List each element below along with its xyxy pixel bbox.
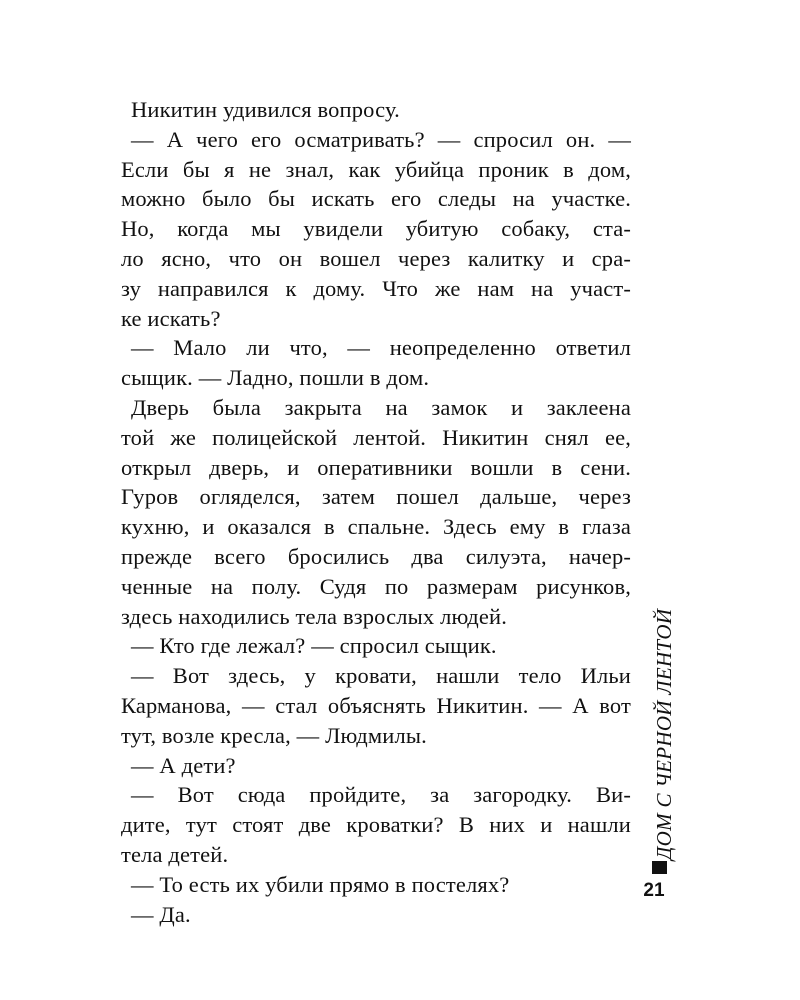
text-line: тела детей. [121, 841, 229, 867]
text-line: Если бы я не знал, как убийца проник в дом, [121, 156, 631, 182]
text-line: Дверь была закрыта на замок и заклеена [131, 394, 631, 420]
text-line: Гуров огляделся, затем пошел дальше, через [121, 484, 631, 510]
text-line: здесь находились тела взрослых людей. [121, 603, 507, 629]
text-line: ченные на полу. Судя по размерам рисунков, [121, 573, 631, 599]
text-line: ке искать? [121, 305, 221, 331]
page-number: 21 [643, 880, 665, 901]
text-line: зу направился к дому. Что же нам на участ- [121, 275, 631, 301]
text-line: — То есть их убили прямо в постелях? [131, 871, 510, 897]
text-line: прежде всего бросились два силуэта, начер- [121, 543, 631, 569]
square-marker-icon [652, 861, 667, 874]
text-line: — Кто где лежал? — спросил сыщик. [131, 633, 497, 659]
text-line: — Вот сюда пройдите, за загородку. Ви- [131, 782, 631, 808]
text-line: — Вот здесь, у кровати, нашли тело Ильи [131, 663, 631, 689]
text-line: Никитин удивился вопросу. [131, 97, 400, 122]
text-line: дите, тут стоят две кроватки? В них и нашли [121, 812, 631, 838]
running-title: ДОМ С ЧЕРНОЙ ЛЕНТОЙ [652, 608, 676, 860]
text-line: Но, когда мы увидели убитую собаку, ста- [121, 216, 631, 242]
text-line: ло ясно, что он вошел через калитку и сра- [121, 245, 631, 271]
text-line: открыл дверь, и оперативники вошли в сени. [121, 454, 631, 480]
text-line: — Мало ли что, — неопределенно ответил [131, 335, 631, 361]
body-text [121, 95, 631, 929]
text-line: тут, возле кресла, — Людмилы. [121, 722, 427, 748]
text-line: Карманова, — стал объяснять Никитин. — А вот [121, 692, 631, 718]
text-line: — А дети? [131, 752, 236, 778]
text-line: той же полицейской лентой. Никитин снял ее, [121, 424, 631, 450]
text-line: — Да. [131, 901, 191, 927]
text-line: — А чего его осматривать? — спросил он. — [131, 126, 631, 152]
text-line: можно было бы искать его следы на участке. [121, 186, 631, 212]
text-line: сыщик. — Ладно, пошли в дом. [121, 365, 430, 391]
text-line: кухню, и оказался в спальне. Здесь ему в глаза [121, 514, 631, 540]
